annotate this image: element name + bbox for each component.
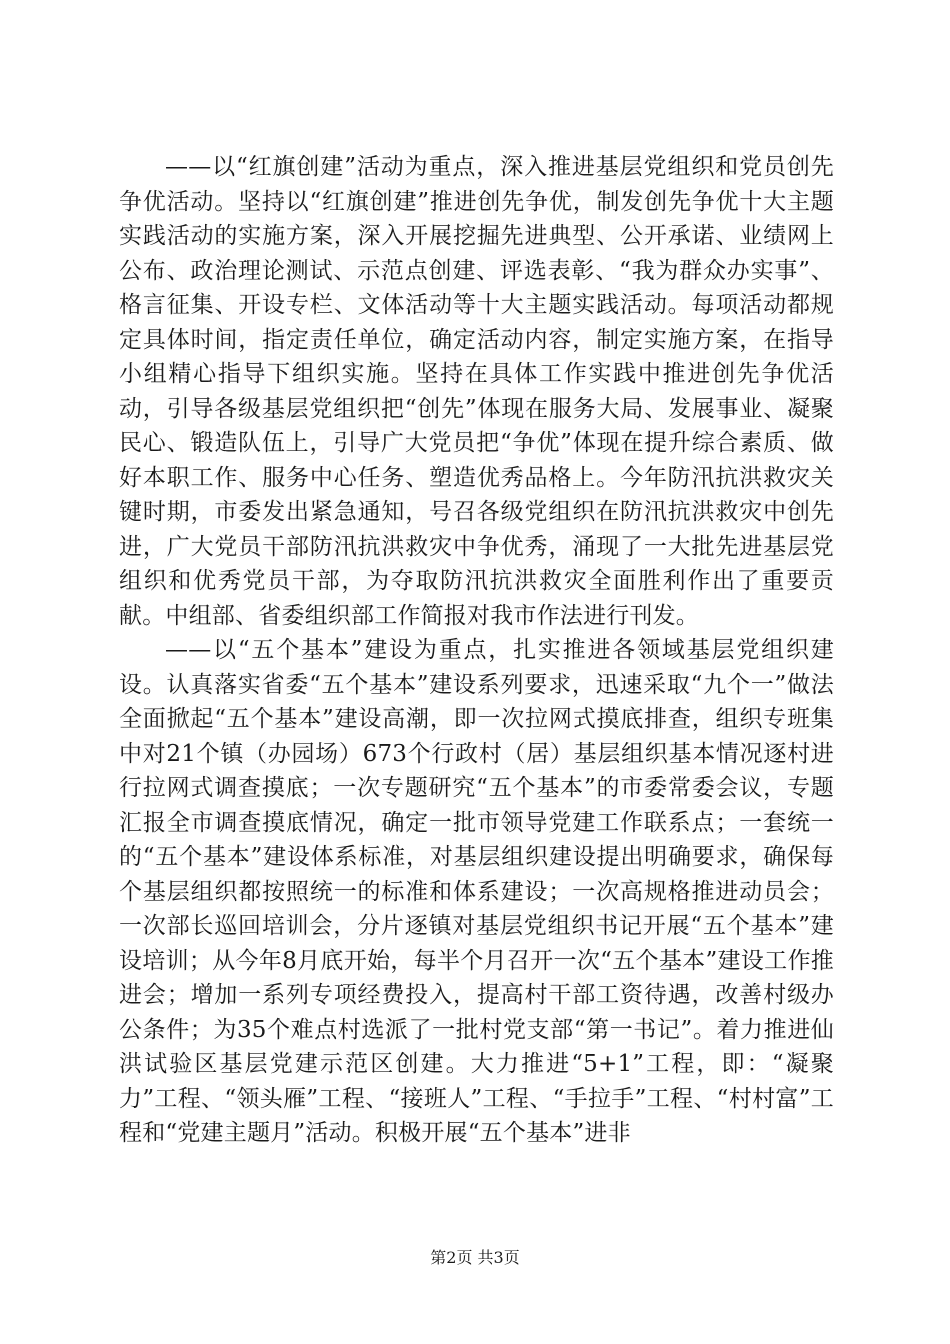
paragraph-five-basics-construction: ——以“五个基本”建设为重点，扎实推进各领域基层党组织建设。认真落实省委“五个基本”建设系列要求，迅速采取“九个一”做法全面掀起“五个基本”建设高潮，即一次拉网式摸底排查，组织专班集中对21个镇（办园场）673个行政村（居）基层组织基本情况逐村进行拉网式调查摸底；一次专题研究“五个基本”的市委常委会议，专题汇报全市调查摸底情况，确定一批市领导党建工作联系点；一套统一的“五个基本”建设体系标准，对基层组织建设提出明确要求，确保每个基层组织都按照统一的标准和体系建设；一次高规格推进动员会；一次部长巡回培训会，分片逐镇对基层党组织书记开展“五个基本”建设培训；从今年8月底开始，每半个月召开一次“五个基本”建设工作推进会；增加一系列专项经费投入，提高村干部工资待遇，改善村级办公条件；为35个难点村选派了一批村党支部“第一书记”。着力推进仙洪试验区基层党建示范区创建。大力推进“5+1”工程，即：“凝聚力”工程、“领头雁”工程、“接班人”工程、“手拉手”工程、“村村富”工程和“党建主题月”活动。积极开展“五个基本”进非 [119, 637, 834, 1146]
paragraph-red-flag-campaign: ——以“红旗创建”活动为重点，深入推进基层党组织和党员创先争优活动。坚持以“红旗创建”推进创先争优，制发创先争优十大主题实践活动的实施方案，深入开展挖掘先进典型、公开承诺、业绩网上公布、政治理论测试、示范点创建、评选表彰、“我为群众办实事”、格言征集、开设专栏、文体活动等十大主题实践活动。每项活动都规定具体时间，指定责任单位，确定活动内容，制定实施方案，在指导小组精心指导下组织实施。坚持在具体工作实践中推进创先争优活动，引导各级基层党组织把“创先”体现在服务大局、发展事业、凝聚民心、锻造队伍上，引导广大党员把“争优”体现在提升综合素质、做好本职工作、服务中心任务、塑造优秀品格上。今年防汛抗洪救灾关键时期，市委发出紧急通知，号召各级党组织在防汛抗洪救灾中创先进，广大党员干部防汛抗洪救灾中争优秀，涌现了一大批先进基层党组织和优秀党员干部，为夺取防汛抗洪救灾全面胜利作出了重要贡献。中组部、省委组织部工作简报对我市作法进行刊发。 [119, 154, 834, 629]
document-body [119, 150, 834, 1151]
page-number-footer: 第2页 共3页 [430, 1248, 520, 1267]
